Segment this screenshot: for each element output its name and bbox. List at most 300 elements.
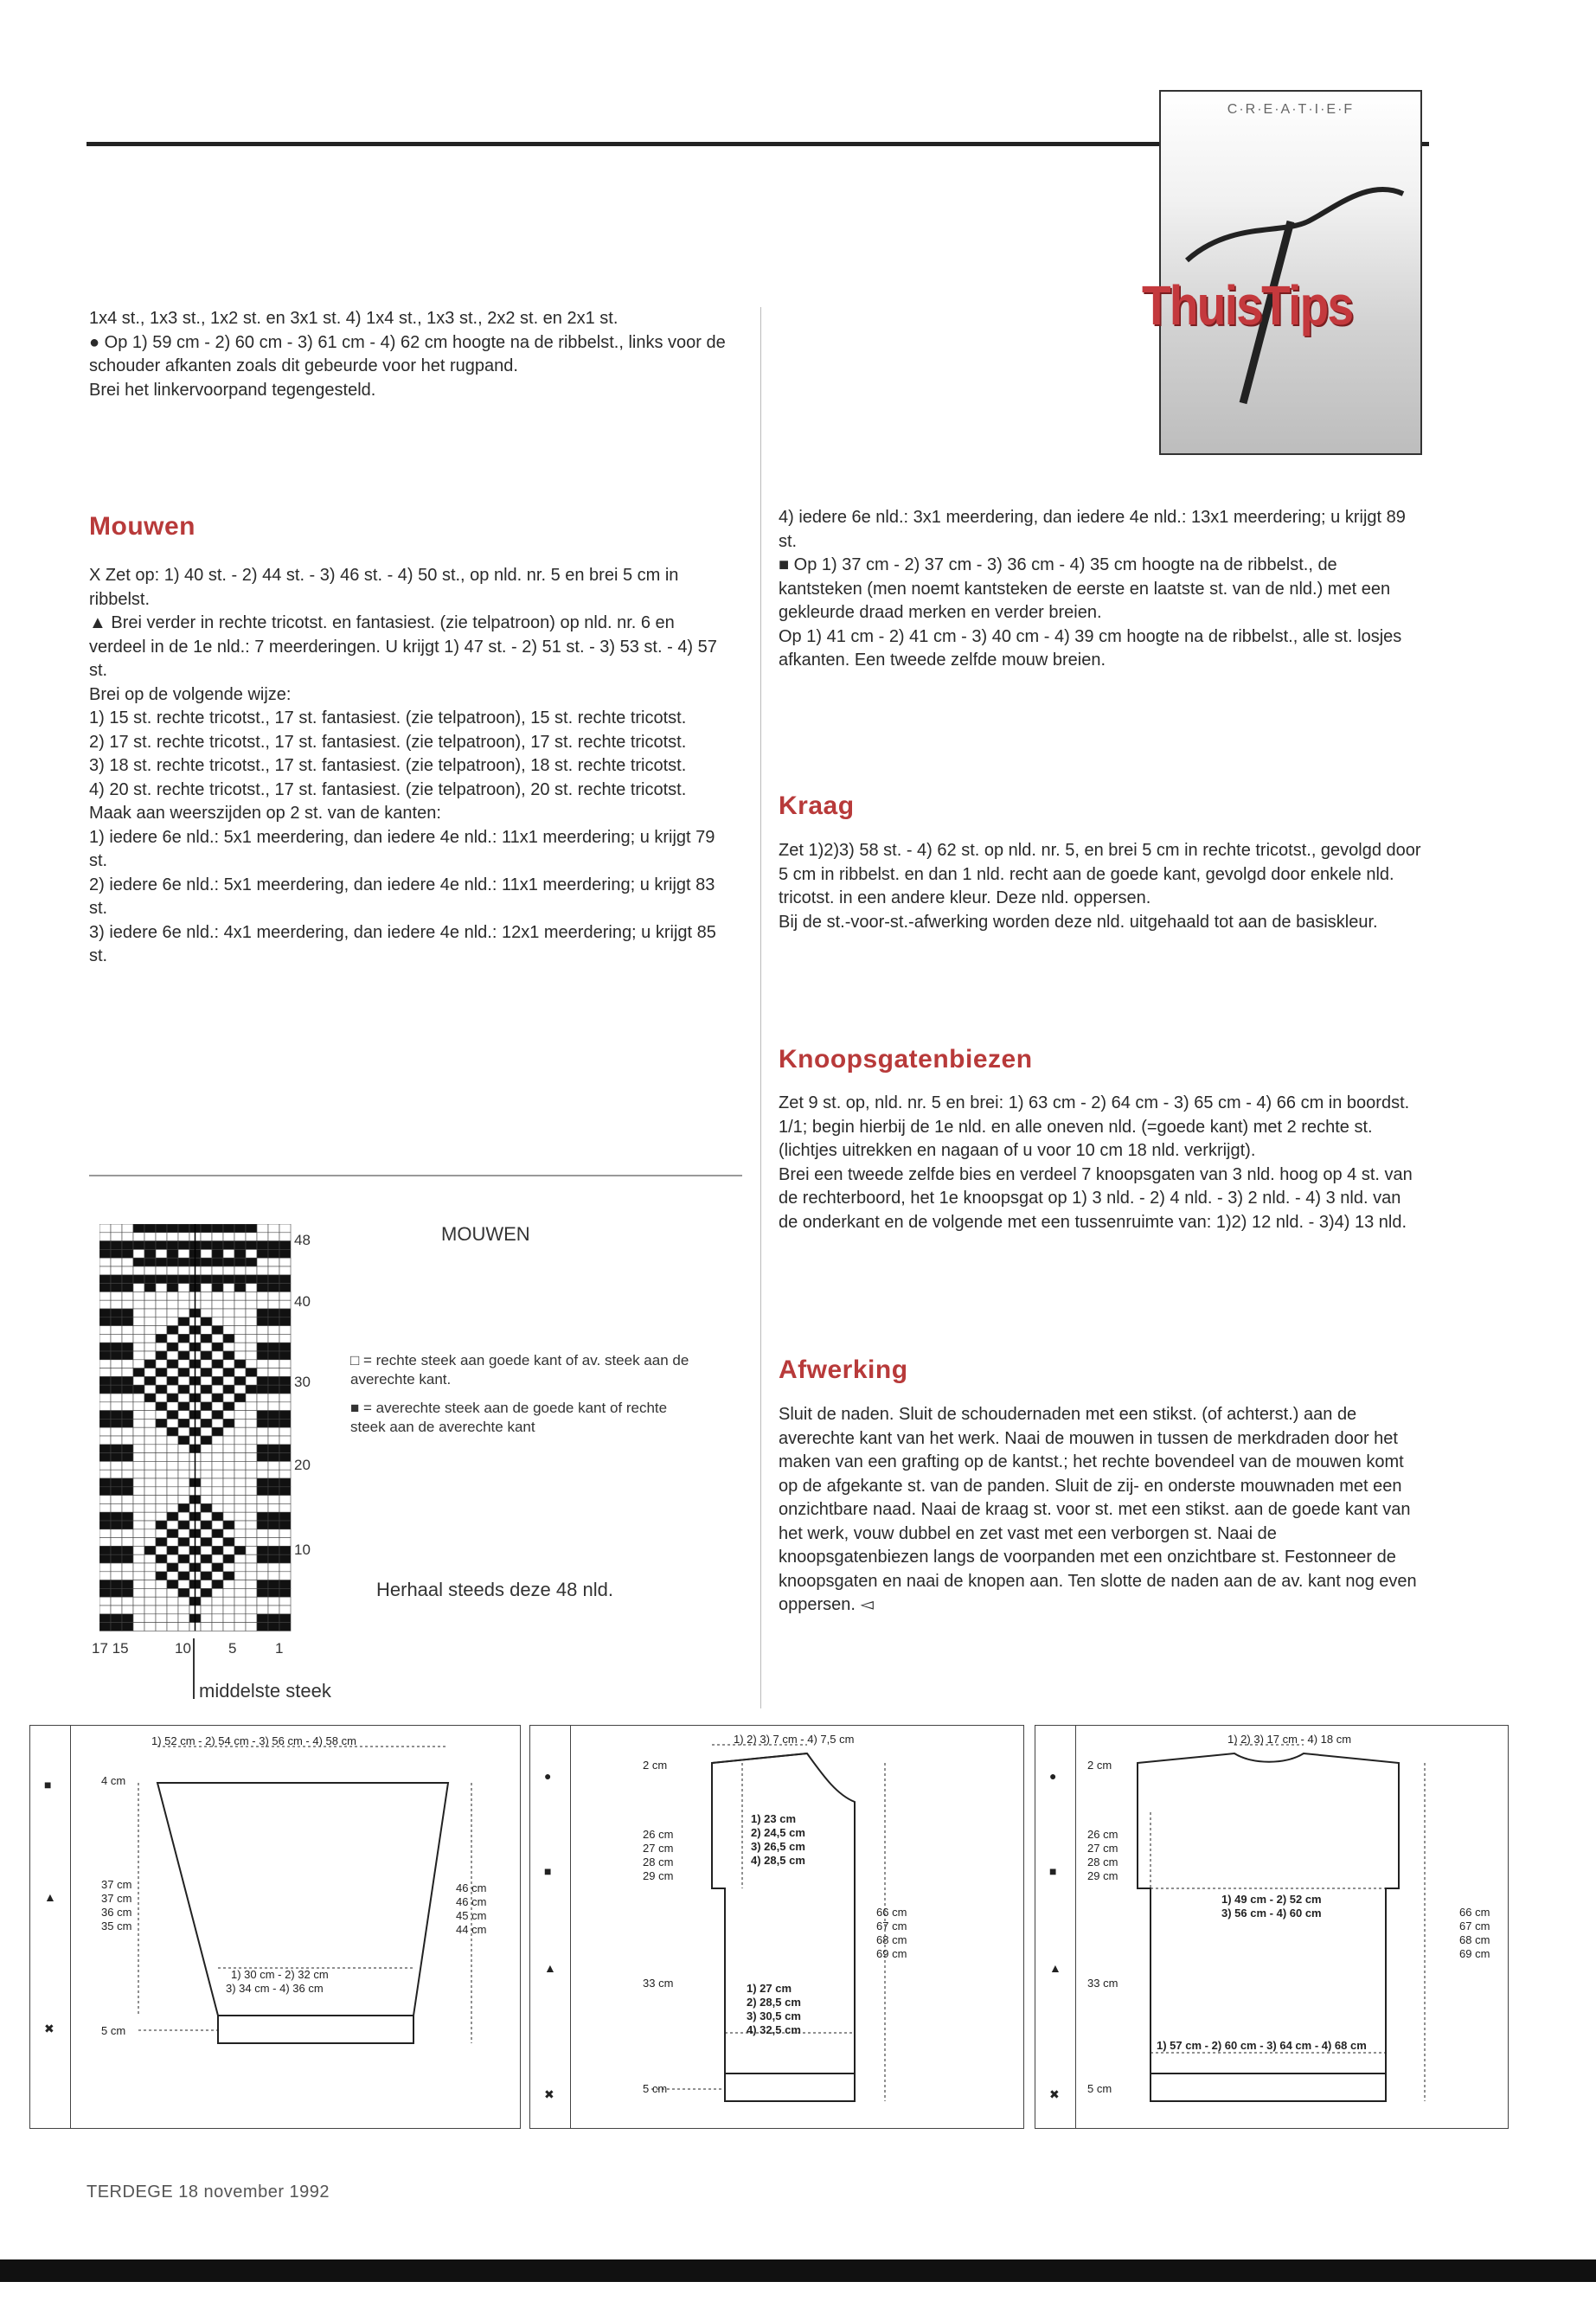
chart-cell [122, 1572, 133, 1580]
chart-cell [234, 1309, 246, 1317]
chart-cell [133, 1461, 144, 1470]
chart-cell [223, 1224, 234, 1233]
chart-cell [201, 1470, 212, 1478]
chart-cell [99, 1512, 111, 1521]
mouwen-p3: Brei op de volgende wijze: [89, 684, 292, 704]
chart-cell [122, 1258, 133, 1266]
chart-cell [234, 1563, 246, 1572]
chart-cell [133, 1445, 144, 1453]
chart-cell [234, 1470, 246, 1478]
chart-cell [279, 1563, 291, 1572]
chart-cell [223, 1606, 234, 1614]
chart-row-label-10: 10 [294, 1541, 311, 1558]
chart-cell [156, 1478, 167, 1487]
chart-cell [111, 1521, 122, 1529]
chart-cell [234, 1376, 246, 1385]
chart-cell [201, 1351, 212, 1360]
chart-cell [178, 1317, 189, 1326]
chart-cell [122, 1478, 133, 1487]
chart-cell [99, 1606, 111, 1614]
chart-cell [178, 1300, 189, 1309]
afwerking-p1: Sluit de naden. Sluit de schoudernaden met een stikst. (of achterst.) aan de averechte kant van het werk. Naai de mouwen in tussen de merkdraden door het maken van een grafting op de kantst.; het rechte bovendeel van de mouwen komt op de afgekante st. van de panden. Sluit de zij- en onderste mouwnaden met een onzichtbare naad. Naai de kraag st. voor st. met een stikst. aan de goede kant van het werk, vouw dubbel en zet vast met een verborgen st. Naai de knoopsgatenbiezen langs de voorpanden met een onzichtbare st. Festonneer de knoopsgaten en naai de knopen aan. Ten slotte de naden aan de av. kant nog even oppersen. ◅ [779, 1405, 1417, 1614]
kraag-body [779, 839, 1423, 934]
chart-cell [167, 1614, 178, 1623]
chart-cell [279, 1614, 291, 1623]
chart-cell [99, 1224, 111, 1233]
chart-cell [133, 1309, 144, 1317]
chart-cell [167, 1284, 178, 1292]
chart-cell [133, 1317, 144, 1326]
chart-cell [167, 1343, 178, 1351]
chart-cell [234, 1300, 246, 1309]
chart-cell [156, 1538, 167, 1547]
chart-cell [167, 1597, 178, 1606]
chart-cell [246, 1623, 257, 1631]
chart-cell [133, 1233, 144, 1241]
back-armhole-3: 28 cm [1087, 1856, 1118, 1868]
chart-cell [144, 1461, 156, 1470]
chart-cell [144, 1623, 156, 1631]
chart-cell [223, 1317, 234, 1326]
chart-cell [133, 1360, 144, 1368]
chart-cell [99, 1614, 111, 1623]
chart-cell [268, 1503, 279, 1512]
chart-cell [99, 1284, 111, 1292]
chart-cell [268, 1580, 279, 1589]
chart-cell [133, 1249, 144, 1258]
chart-cell [234, 1436, 246, 1445]
chart-cell [156, 1402, 167, 1411]
chart-cell [122, 1470, 133, 1478]
chart-cell [223, 1588, 234, 1597]
chart-cell [212, 1554, 223, 1563]
chart-cell [144, 1427, 156, 1436]
chart-cell [167, 1275, 178, 1284]
chart-cell [167, 1461, 178, 1470]
chart-cell [144, 1284, 156, 1292]
back-width: 1) 57 cm - 2) 60 cm - 3) 64 cm - 4) 68 cm [1157, 2039, 1367, 2052]
chart-cell [99, 1402, 111, 1411]
chart-cell [201, 1461, 212, 1470]
sleeve-right-4: 44 cm [456, 1923, 487, 1936]
chart-cell [268, 1385, 279, 1394]
chart-cell [223, 1597, 234, 1606]
chart-cell [246, 1554, 257, 1563]
chart-cell [246, 1368, 257, 1377]
chart-cell [268, 1563, 279, 1572]
chart-cell [201, 1266, 212, 1275]
chart-cell [133, 1385, 144, 1394]
chart-cell [201, 1343, 212, 1351]
chart-cell [156, 1427, 167, 1436]
chart-cell [246, 1249, 257, 1258]
chart-col-label-1: 1 [275, 1640, 284, 1657]
back-armhole-1: 26 cm [1087, 1828, 1118, 1841]
chart-cell [223, 1233, 234, 1241]
chart-cell [133, 1538, 144, 1547]
sleeve-right-1: 46 cm [456, 1881, 487, 1894]
chart-cell [178, 1529, 189, 1538]
chart-cell [246, 1521, 257, 1529]
chart-cell [246, 1241, 257, 1250]
chart-cell [212, 1478, 223, 1487]
chart-cell [144, 1402, 156, 1411]
chart-cell [133, 1351, 144, 1360]
chart-cell [122, 1275, 133, 1284]
chart-cell [111, 1300, 122, 1309]
chart-cell [122, 1249, 133, 1258]
logo-brand: C·R·E·A·T·I·E·F [1227, 102, 1355, 117]
chart-cell [111, 1309, 122, 1317]
chart-cell [167, 1266, 178, 1275]
chart-cell [223, 1419, 234, 1427]
chart-cell [246, 1326, 257, 1335]
chart-cell [111, 1266, 122, 1275]
front-width-3: 3) 30,5 cm [747, 2009, 801, 2022]
chart-cell [167, 1419, 178, 1427]
chart-cell [144, 1275, 156, 1284]
chart-cell [279, 1588, 291, 1597]
chart-cell [156, 1385, 167, 1394]
chart-cell [246, 1512, 257, 1521]
chart-cell [279, 1343, 291, 1351]
chart-cell [167, 1478, 178, 1487]
chart-cell [246, 1351, 257, 1360]
chart-cell [133, 1334, 144, 1343]
chart-cell [212, 1588, 223, 1597]
back-total-3: 68 cm [1459, 1933, 1490, 1946]
chart-cell [122, 1224, 133, 1233]
chart-cell [223, 1623, 234, 1631]
chart-cell [167, 1368, 178, 1377]
chart-cell [156, 1512, 167, 1521]
chart-cell [257, 1233, 268, 1241]
front-shoulder: 2 cm [643, 1759, 668, 1772]
chart-col-label-17-15: 17 15 [92, 1640, 129, 1657]
chart-row-label-48: 48 [294, 1232, 311, 1248]
chart-cell [268, 1461, 279, 1470]
chart-cell [246, 1334, 257, 1343]
chart-cell [133, 1546, 144, 1554]
chart-cell [167, 1623, 178, 1631]
chart-cell [144, 1470, 156, 1478]
chart-cell [234, 1317, 246, 1326]
chart-cell [279, 1623, 291, 1631]
chart-cell [268, 1249, 279, 1258]
chart-cell [99, 1453, 111, 1462]
chart-cell [133, 1402, 144, 1411]
chart-cell [178, 1343, 189, 1351]
chart-cell [234, 1326, 246, 1335]
chart-cell [156, 1376, 167, 1385]
chart-cell [122, 1385, 133, 1394]
chart-cell [122, 1394, 133, 1402]
chart-cell [201, 1402, 212, 1411]
front-symbol-triangle: ▲ [544, 1961, 556, 1975]
back-symbol-cross: ✖ [1049, 2087, 1060, 2101]
chart-cell [246, 1284, 257, 1292]
chart-cell [257, 1521, 268, 1529]
sleeve-left-2: 37 cm [101, 1892, 132, 1905]
chart-cell [156, 1300, 167, 1309]
chart-cell [122, 1326, 133, 1335]
chart-cell [122, 1529, 133, 1538]
chart-cell [212, 1343, 223, 1351]
chart-cell [279, 1376, 291, 1385]
mouwen-p4: 1) 15 st. rechte tricotst., 17 st. fantasiest. (zie telpatroon), 15 st. rechte tricotst. [89, 708, 687, 727]
chart-cell [178, 1419, 189, 1427]
chart-cell [178, 1445, 189, 1453]
chart-cell [178, 1368, 189, 1377]
chart-cell [201, 1580, 212, 1589]
chart-cell [279, 1334, 291, 1343]
chart-cell [122, 1496, 133, 1504]
chart-cell [99, 1546, 111, 1554]
chart-cell [212, 1402, 223, 1411]
chart-cell [257, 1503, 268, 1512]
chart-cell [257, 1300, 268, 1309]
sleeve-left-1: 37 cm [101, 1878, 132, 1891]
chart-cell [178, 1360, 189, 1368]
chart-cell [212, 1368, 223, 1377]
chart-cell [268, 1521, 279, 1529]
chart-cell [167, 1503, 178, 1512]
chart-cell [268, 1351, 279, 1360]
chart-cell [234, 1258, 246, 1266]
chart-cell [178, 1224, 189, 1233]
chart-cell [257, 1461, 268, 1470]
chart-cell [268, 1445, 279, 1453]
chart-cell [279, 1284, 291, 1292]
chart-cell [223, 1351, 234, 1360]
chart-cell [156, 1453, 167, 1462]
front-total-2: 67 cm [876, 1920, 907, 1932]
chart-cell [279, 1554, 291, 1563]
chart-cell [257, 1419, 268, 1427]
chart-cell [246, 1427, 257, 1436]
chart-cell [212, 1317, 223, 1326]
chart-cell [257, 1597, 268, 1606]
chart-cell [99, 1334, 111, 1343]
chart-cell [201, 1411, 212, 1420]
chart-cell [144, 1266, 156, 1275]
chart-cell [268, 1411, 279, 1420]
back-diagram [1035, 1725, 1509, 2129]
chart-cell [223, 1478, 234, 1487]
chart-cell [122, 1241, 133, 1250]
chart-cell [223, 1275, 234, 1284]
chart-cell [223, 1309, 234, 1317]
front-diagram [529, 1725, 1024, 2129]
chart-cell [223, 1292, 234, 1300]
chart-cell [144, 1419, 156, 1427]
chart-cell [156, 1309, 167, 1317]
chart-cell [201, 1554, 212, 1563]
chart-cell [167, 1258, 178, 1266]
chart-cell [223, 1266, 234, 1275]
chart-cell [223, 1453, 234, 1462]
chart-cell [122, 1588, 133, 1597]
chart-cell [122, 1351, 133, 1360]
front-symbol-square: ■ [544, 1864, 552, 1878]
chart-cell [234, 1597, 246, 1606]
chart-cell [234, 1224, 246, 1233]
chart-cell [111, 1394, 122, 1402]
chart-cell [99, 1554, 111, 1563]
chart-cell [212, 1563, 223, 1572]
chart-cell [279, 1368, 291, 1377]
chart-cell [144, 1554, 156, 1563]
chart-cell [144, 1496, 156, 1504]
left-intro [89, 307, 747, 402]
chart-cell [144, 1503, 156, 1512]
chart-cell [144, 1538, 156, 1547]
chart-cell [111, 1241, 122, 1250]
chart-cell [122, 1309, 133, 1317]
chart-cell [144, 1258, 156, 1266]
chart-cell [111, 1427, 122, 1436]
kraag-p1: Zet 1)2)3) 58 st. - 4) 62 st. op nld. nr. 5, en brei 5 cm in rechte tricotst., gevolgd door 5 cm in ribbelst. en dan 1 nld. recht aan de goede kant, gevolgd door enkele nld. tricotst. in een andere kleur. Deze nld. oppersen. [779, 841, 1421, 907]
chart-cell [279, 1487, 291, 1496]
chart-cell [122, 1360, 133, 1368]
chart-cell [111, 1478, 122, 1487]
chart-cell [122, 1554, 133, 1563]
chart-cell [133, 1563, 144, 1572]
sleeve-diagram [29, 1725, 521, 2129]
chart-cell [246, 1503, 257, 1512]
chart-cell [268, 1326, 279, 1335]
chart-row-label-20: 20 [294, 1457, 311, 1473]
mouwen-body [89, 564, 725, 969]
chart-cell [234, 1385, 246, 1394]
chart-cell [234, 1427, 246, 1436]
chart-cell [133, 1436, 144, 1445]
logo-word: ThuisTips [1142, 274, 1353, 336]
front-width-2: 2) 28,5 cm [747, 1996, 801, 2009]
chart-cell [246, 1317, 257, 1326]
chart-cell [201, 1258, 212, 1266]
chart-cell [279, 1241, 291, 1250]
right-col-intro [779, 506, 1423, 673]
chart-cell [279, 1445, 291, 1453]
chart-cell [223, 1385, 234, 1394]
page-footer: TERDEGE 18 november 1992 [87, 2182, 330, 2202]
back-chest-2: 3) 56 cm - 4) 60 cm [1221, 1907, 1322, 1920]
chart-cell [99, 1580, 111, 1589]
chart-cell [234, 1411, 246, 1420]
chart-cell [223, 1580, 234, 1589]
chart-cell [133, 1606, 144, 1614]
chart-cell [156, 1224, 167, 1233]
chart-cell [144, 1385, 156, 1394]
chart-cell [167, 1427, 178, 1436]
chart-cell [234, 1503, 246, 1512]
chart-cell [178, 1563, 189, 1572]
chart-cell [246, 1300, 257, 1309]
chart-cell [234, 1623, 246, 1631]
chart-cell [279, 1436, 291, 1445]
bottom-rule [0, 2259, 1596, 2282]
chart-cell [178, 1275, 189, 1284]
chart-cell [268, 1317, 279, 1326]
chart-cell [257, 1368, 268, 1377]
chart-cell [279, 1546, 291, 1554]
chart-cell [257, 1623, 268, 1631]
back-rib: 5 cm [1087, 2082, 1112, 2095]
chart-cell [111, 1343, 122, 1351]
chart-cell [257, 1360, 268, 1368]
chart-cell [212, 1529, 223, 1538]
chart-cell [234, 1487, 246, 1496]
chart-cell [178, 1546, 189, 1554]
chart-cell [257, 1588, 268, 1597]
chart-cell [246, 1309, 257, 1317]
chart-cell [212, 1436, 223, 1445]
chart-cell [167, 1317, 178, 1326]
chart-cell [167, 1580, 178, 1589]
chart-cell [268, 1334, 279, 1343]
chart-cell [133, 1623, 144, 1631]
chart-cell [223, 1402, 234, 1411]
chart-cell [156, 1351, 167, 1360]
chart-cell [99, 1368, 111, 1377]
chart-cell [201, 1360, 212, 1368]
chart-cell [246, 1419, 257, 1427]
chart-cell [122, 1402, 133, 1411]
chart-cell [156, 1275, 167, 1284]
chart-cell [144, 1436, 156, 1445]
chart-col-label-10: 10 [175, 1640, 191, 1657]
back-total-2: 67 cm [1459, 1920, 1490, 1932]
chart-cell [234, 1419, 246, 1427]
chart-cell [234, 1334, 246, 1343]
column-divider [760, 307, 761, 1708]
chart-cell [156, 1546, 167, 1554]
chart-cell [223, 1427, 234, 1436]
chart-cell [257, 1470, 268, 1478]
sleeve-rib: 5 cm [101, 2024, 126, 2037]
chart-cell [234, 1606, 246, 1614]
chart-cell [234, 1538, 246, 1547]
chart-cell [234, 1343, 246, 1351]
chart-cell [223, 1241, 234, 1250]
chart-cell [212, 1419, 223, 1427]
chart-cell [178, 1487, 189, 1496]
chart-cell [99, 1436, 111, 1445]
chart-cell [111, 1284, 122, 1292]
chart-cell [223, 1343, 234, 1351]
chart-cell [156, 1496, 167, 1504]
chart-cell [257, 1538, 268, 1547]
chart-cell [122, 1597, 133, 1606]
chart-cell [144, 1334, 156, 1343]
chart-cell [99, 1385, 111, 1394]
chart-cell [246, 1563, 257, 1572]
chart-cell [212, 1512, 223, 1521]
chart-cell [133, 1284, 144, 1292]
chart-cell [111, 1487, 122, 1496]
chart-cell [167, 1334, 178, 1343]
chart-cell [156, 1554, 167, 1563]
chart-cell [156, 1470, 167, 1478]
chart-cell [268, 1546, 279, 1554]
chart-cell [133, 1326, 144, 1335]
chart-cell [178, 1394, 189, 1402]
chart-cell [133, 1521, 144, 1529]
chart-cell [111, 1546, 122, 1554]
chart-cell [212, 1503, 223, 1512]
chart-cell [268, 1606, 279, 1614]
